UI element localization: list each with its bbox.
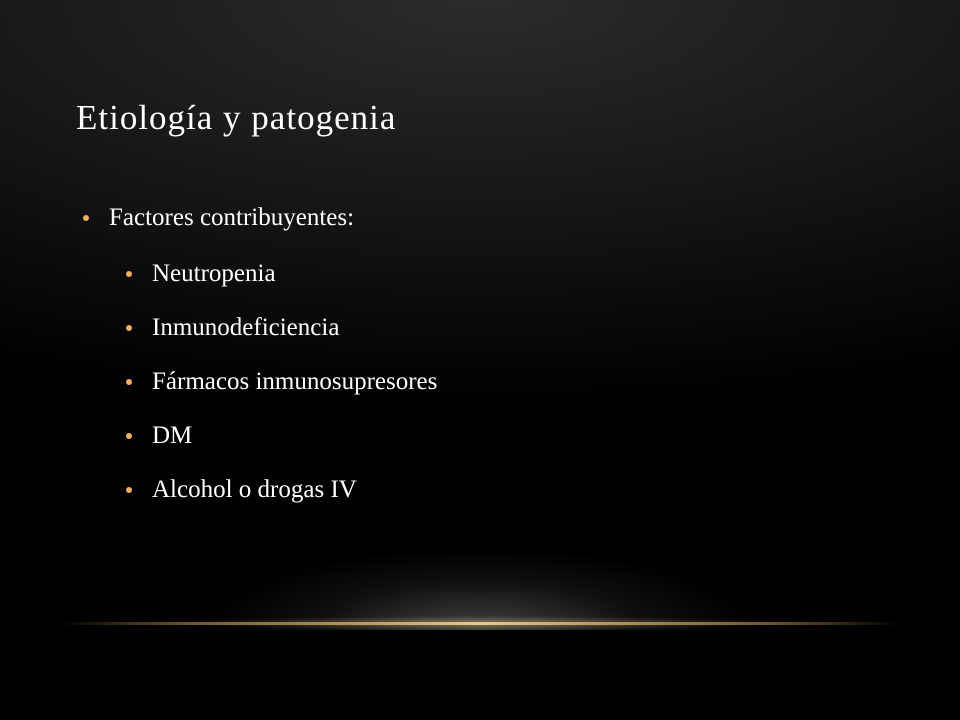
spotlight-glow bbox=[120, 520, 840, 630]
bullet-text: DM bbox=[152, 422, 193, 449]
sub-bullet-item bbox=[126, 260, 276, 288]
sub-bullet-item bbox=[126, 314, 339, 342]
bullet-dot-icon bbox=[126, 433, 132, 439]
bullet-dot-icon bbox=[126, 271, 132, 277]
bullet-text: Factores contribuyentes: bbox=[109, 204, 355, 231]
bullet-text: Neutropenia bbox=[152, 260, 276, 287]
bullet-item bbox=[83, 204, 354, 232]
bullet-dot-icon bbox=[126, 487, 132, 493]
sub-bullet-item bbox=[126, 476, 357, 504]
sub-bullet-item bbox=[126, 368, 437, 396]
bullet-dot-icon bbox=[83, 215, 89, 221]
bullet-text: Alcohol o drogas IV bbox=[152, 476, 357, 503]
bullet-dot-icon bbox=[126, 325, 132, 331]
bullet-text: Fármacos inmunosupresores bbox=[152, 368, 438, 395]
bullet-dot-icon bbox=[126, 379, 132, 385]
sub-bullet-item bbox=[126, 422, 192, 450]
gold-divider-line bbox=[60, 622, 900, 625]
slide-title: Etiología y patogenia bbox=[76, 98, 397, 137]
bullet-text: Inmunodeficiencia bbox=[152, 314, 340, 341]
